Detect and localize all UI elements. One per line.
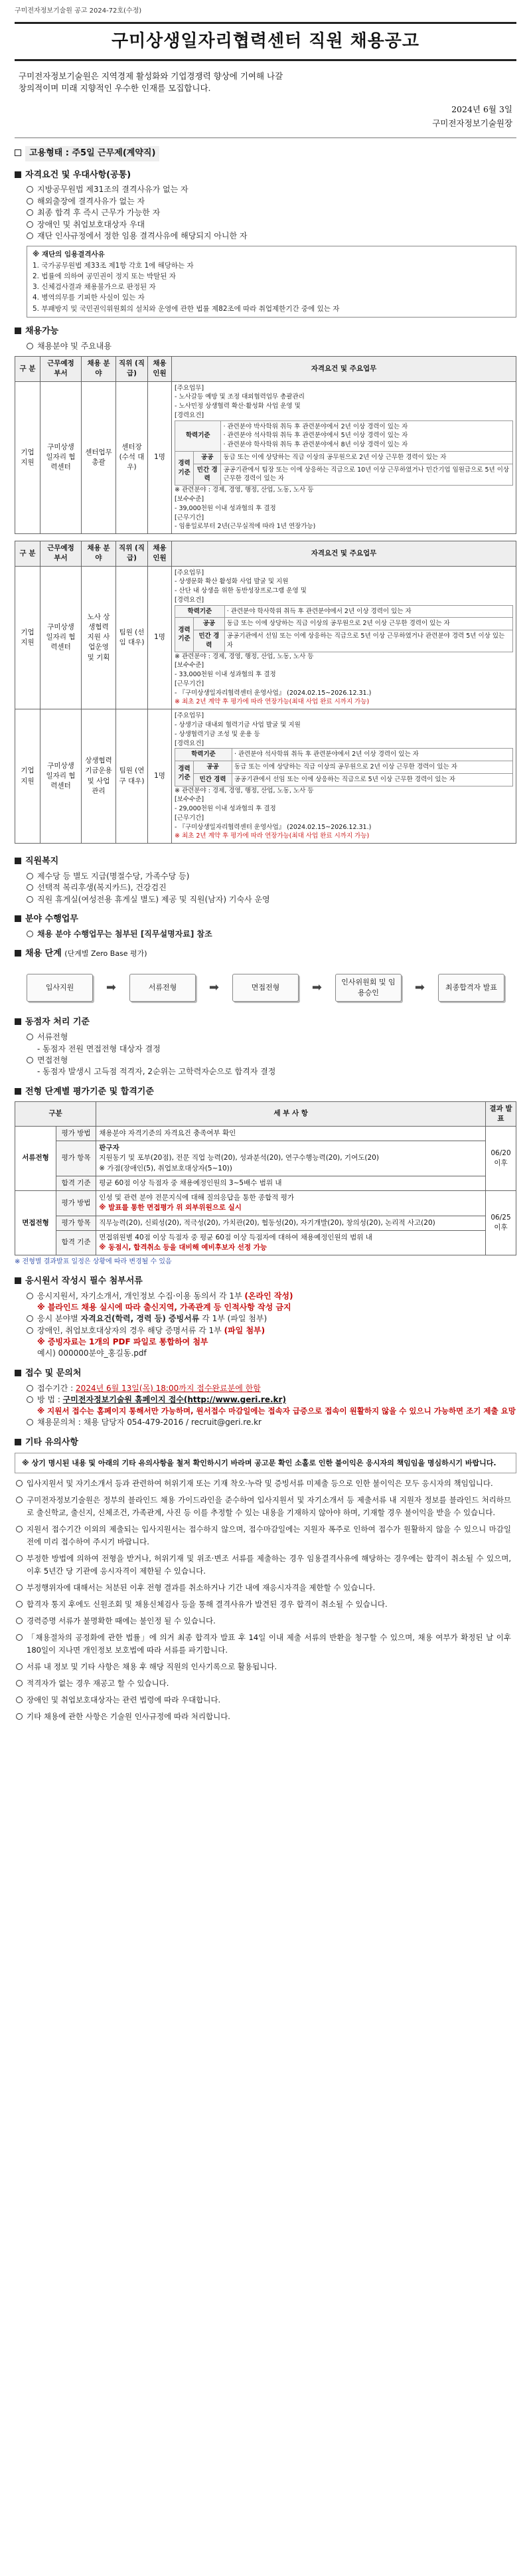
cell-gubun: 기업 지원: [15, 381, 40, 533]
circle-bullet-icon: [16, 1584, 23, 1591]
circle-bullet-icon: [27, 343, 33, 349]
section-heading: 분야 수행업무: [25, 914, 78, 925]
list-item: 응시지원서, 자기소개서, 개인정보 수집·이용 동의서 각 1부 (온라인 작성): [15, 1291, 516, 1302]
list-subitem: 예시) 000000분야_홍길동.pdf: [37, 1348, 147, 1358]
disq-item: 4. 병역의무를 기피한 사실이 있는 자: [33, 294, 145, 302]
list-subitem: ※ 지원서 접수는 홈페이지 통해서만 가능하며, 원서접수 마감일에는 접속자 급증으로 접속이 원활하지 않을 수 있으니 가능하면 조기 제출 요망: [37, 1406, 516, 1416]
schedule-note: ※ 전형별 결과발표 일정은 상황에 따라 변경될 수 있음: [15, 1258, 172, 1266]
col-header: 구 분: [15, 357, 40, 381]
disq-item: 2. 법률에 의하여 공민권이 정지 또는 박탈된 자: [33, 272, 176, 280]
list-subitem: - 동점자 전원 면접전형 대상자 결정: [37, 1044, 161, 1054]
list-item: 직원 휴게실(여성전용 휴게실 별도) 제공 및 직원(남자) 기숙사 운영: [15, 894, 516, 905]
list-subitem: ※ 증빙자료는 1개의 PDF 파일로 통합하여 첨부: [37, 1337, 208, 1347]
circle-bullet-icon: [27, 884, 33, 891]
section-heading: 접수 및 문의처: [25, 1368, 82, 1378]
list-item: 서류전형: [15, 1032, 516, 1043]
section-evaluation: [15, 1086, 516, 1267]
list-subitem: - 동점자 발생시 고득점 적격자, 2순위는 고학력자순으로 합격자 결정: [37, 1067, 276, 1077]
circle-bullet-icon: [27, 209, 33, 216]
section-employment-type: [15, 146, 516, 161]
evaluation-table: [15, 1101, 516, 1256]
note-paragraph: 적격자가 없는 경우 재공고 할 수 있습니다.: [15, 1677, 516, 1690]
list-item: 채용문의처 : 채용 담당자 054-479-2016 / recruit@geri.re.kr: [15, 1417, 516, 1428]
disq-item: 5. 부패방지 및 국민권익위원회의 설치와 운영에 관한 법률 제82조에 따라 취업제한기간 중에 있는 자: [33, 304, 340, 313]
list-item: 지방공무원법 제31조의 결격사유가 없는 자: [15, 184, 516, 195]
disqualification-box: [27, 246, 516, 318]
circle-bullet-icon: [16, 1663, 23, 1670]
table-row: 평가 항목 판구자 지원동기 및 포부(20점), 전문 직업 능력(20), 성과분석(20), 연구수행능력(20), 기여도(20) ※ 가점(장애인(5), 취업보호대상자(5~10)): [15, 1141, 516, 1176]
circle-bullet-icon: [16, 1680, 23, 1687]
circle-bullet-icon: [27, 186, 33, 193]
arrow-right-icon: ➡: [106, 980, 117, 995]
circle-bullet-icon: [16, 1634, 23, 1641]
positions-table-2: [15, 541, 516, 844]
square-bullet-icon: [15, 1370, 21, 1376]
cell-field: 상생협력 기금운용 및 사업관리: [82, 709, 116, 844]
intro: [15, 61, 516, 135]
section-tiebreak: [15, 1016, 516, 1077]
note-paragraph: 입사지원서 및 자기소개서 등과 관련하여 허위기재 또는 기재 착오·누락 및 증빙서류 미제출 등으로 인한 불이익은 모두 응시자의 책임입니다.: [15, 1477, 516, 1490]
col-header: 자격요건 및 주요업무: [172, 357, 516, 381]
cell-position: 팀원 (선임 대우): [116, 566, 148, 709]
circle-bullet-icon: [27, 1327, 33, 1334]
circle-bullet-icon: [27, 1057, 33, 1063]
note-paragraph: 장애인 및 취업보호대상자는 관련 법령에 따라 우대합니다.: [15, 1694, 516, 1706]
col-header: 직위 (직급): [116, 541, 148, 566]
section-heading: 고용형태 : 주5일 근무제(계약직): [25, 146, 159, 161]
section-positions: [15, 325, 516, 844]
list-item: 면접전형: [15, 1055, 516, 1066]
cell-details: [주요업무] - 노사갈등 예방 및 조정 대외협력업무 총괄관리 - 노사민정 상생협력 확산·활성화 사업 운영 및 [경력요건] 학력기준 · 관련분야 박사학위 취득 후 관련분야에서 2년 이상 경력이 있는 자 · 관련분야 석사학위 취득 후 관련분야에서 5년 이상 경력이 있는 자 · 관련분야 학사학위 취득 후 관련분야에서 8년 이상 경력이 있는 자 경력 기준 공공 동급 또는 이에 상당하는 직급 이상의 공무원으로 2년 이상 근무한 경력이 있는 자 민간 경력 공공기관에서 팀장 또는 이에 상응하는 직급으로 10년 이상 근무하였거나 민간기업 임원급으로 5년 이상 근무한 경력이 있는 자 ※ 관련분야 : 경제, 경영, 행정, 산업, 노동, 노사 등 [보수수준] - 39,000천원 이내 성과협의 후 결정 [근무기간] - 임용일로부터 2년(근무실적에 따라 1년 연장가능): [172, 381, 516, 533]
table-row: 서류전형 평가 방법 채용분야 자격기준의 자격요건 충족여부 확인 06/20 이후: [15, 1126, 516, 1141]
circle-bullet-icon: [27, 232, 33, 239]
circle-bullet-icon: [16, 1617, 23, 1624]
square-bullet-icon: [15, 915, 21, 922]
square-bullet-icon: [15, 327, 21, 334]
section-duties: [15, 913, 516, 940]
note-paragraph: 부정한 방법에 의하여 전형을 받거나, 허위기재 및 위조·변조 서류를 제출하는 경우 임용결격사유에 해당하는 경우에는 합격이 취소될 수 있으며, 이후 5년간 당 기관에 응시자격이 제한될 수 있습니다.: [15, 1552, 516, 1578]
circle-bullet-icon: [16, 1697, 23, 1703]
list-subitem: ※ 블라인드 채용 실시에 따라 출신지역, 가족관계 등 인적사항 작성 금지: [37, 1302, 291, 1312]
list-item: 채용 분야 수행업무는 첨부된 [직무설명자료] 참조: [15, 929, 516, 940]
col-header: 세 부 사 항: [96, 1101, 486, 1126]
note-paragraph: 지원서 접수기간 이외의 제출되는 입사지원서는 접수하지 않으며, 접수마감일에는 지원자 폭주로 인하여 접수가 원활하지 않을 수 있으니 마감일 전에 미리 접수하여 주시기 바랍니다.: [15, 1523, 516, 1548]
col-header: 직위 (직급): [116, 357, 148, 381]
circle-bullet-icon: [27, 1293, 33, 1299]
intro-date: 2024년 6월 3일: [451, 104, 512, 115]
qualification-table: 학력기준 · 관련분야 석사학위 취득 후 관련분야에서 2년 이상 경력이 있는 자 경력 기준 공공 동급 또는 이에 상당하는 직급 이상의 공무원으로 2년 이상 근무한 경력이 있는 자 민간 경력 공공기관에서 선임 또는 이에 상응하는 직급으로 5년 이상 근무한 경력이 있는 자: [175, 748, 513, 786]
table-row: 평가 항목 직무능력(20), 신뢰성(20), 적극성(20), 가치관(20), 협동성(20), 자기개발(20), 창의성(20), 논리적 사고(20): [15, 1216, 516, 1230]
arrow-right-icon: ➡: [414, 980, 425, 995]
col-header: 채용 인원: [148, 541, 172, 566]
list-item: 장애인, 취업보호대상자의 경우 해당 증명서류 각 1부 (파일 첨부): [15, 1325, 516, 1336]
positions-table-1: [15, 356, 516, 534]
section-heading: 전형 단계별 평가기준 및 합격기준: [25, 1086, 154, 1097]
square-bullet-icon: [15, 1018, 21, 1025]
square-bullet-icon: [15, 149, 21, 156]
qualification-table: 학력기준 · 관련분야 학사학위 취득 후 관련분야에서 2년 이상 경력이 있는 자 경력 기준 공공 동급 또는 이에 상당하는 직급 이상의 공무원으로 2년 이상 근무한 경력이 있는 자 민간 경력 공공기관에서 선임 또는 이에 상응하는 직급으로 5년 이상 근무하였거나 관련분야 경력 5년 이상 있는 자: [175, 605, 513, 652]
cell-gubun: 기업 지원: [15, 566, 40, 709]
note-paragraph: 기타 채용에 관한 사항은 기술원 인사규정에 따라 처리합니다.: [15, 1710, 516, 1723]
cell-field: 노사 상생협력 지원 사업운영 및 기획: [82, 566, 116, 709]
section-heading: 응시원서 작성시 필수 첨부서류: [25, 1275, 143, 1286]
circle-bullet-icon: [27, 198, 33, 205]
section-application: [15, 1368, 516, 1429]
note-paragraph: 부정행위자에 대해서는 처분된 이후 전형 결과를 취소하거나 기간 내에 재응시자격을 제한할 수 있습니다.: [15, 1582, 516, 1594]
circle-bullet-icon: [27, 1034, 33, 1040]
table-row: 면접전형 평가 방법 인성 및 관련 분야 전문지식에 대해 질의응답을 통한 종합적 평가 ※ 발표를 통한 면접평가 위 외부위원으로 실시 06/25 이후: [15, 1191, 516, 1216]
col-header: 구분: [15, 1101, 96, 1126]
warning-box: ※ 상기 명시된 내용 및 아래의 기타 유의사항을 철저 확인하시기 바라며 공고문 확인 소홀로 인한 불이익은 응시자의 책임임을 명심하시기 바랍니다.: [15, 1453, 516, 1473]
square-bullet-icon: [15, 1277, 21, 1284]
circle-bullet-icon: [27, 873, 33, 879]
section-subheading: (단계별 Zero Base 평가): [64, 949, 147, 959]
note-paragraph: 서류 내 정보 및 기타 사항은 채용 후 해당 직원의 인사기록으로 활용됩니다.: [15, 1661, 516, 1673]
section-heading: 채용 단계: [25, 949, 62, 959]
square-bullet-icon: [15, 858, 21, 864]
cell-details: [주요업무] - 상생기금 대내외 협력기금 사업 발굴 및 지원 - 상생협력기금 조성 및 운용 등 [경력요건] 학력기준 · 관련분야 석사학위 취득 후 관련분야에서 2년 이상 경력이 있는 자 경력 기준 공공 동급 또는 이에 상당하는 직급 이상의 공무원으로 2년 이상 근무한 경력이 있는 자 민간 경력 공공기관에서 선임 또는 이에 상응하는 직급으로 5년 이상 근무한 경력이 있는 자 ※ 관련분야 : 경제, 경영, 행정, 산업, 노동, 노사 등 [보수수준] - 29,000천원 이내 성과협의 후 결정 [근무기간] - 『구미상생일자리협력센터 운영사업』 (2024.02.15~2026.12.31.) ※ 최초 2년 계약 후 평가에 따라 연장가능(최대 사업 완료 시까지 가능): [172, 709, 516, 844]
table-row: [15, 566, 516, 709]
col-header: 근무예정 부서: [40, 357, 82, 381]
section-heading: 자격요건 및 우대사항(공통): [25, 169, 131, 180]
square-bullet-icon: [15, 950, 21, 957]
circle-bullet-icon: [16, 1480, 23, 1487]
section-heading: 동점자 처리 기준: [25, 1017, 90, 1028]
note-paragraph: 구미전자정보기술원은 정부의 블라인드 채용 가이드라인을 준수하여 입사지원서 및 자기소개서 등 제출서류 내 지원자 정보를 블라인드 처리하므로 출신학교, 출신지, 신체조건, 가족관계, 사진 등 이를 추정할 수 있는 내용을 기재하지 않아야 하며, 기재할 경우 불이익을 받을 수 있습니다.: [15, 1494, 516, 1519]
list-item: 방 법 : 구미전자정보기술원 홈페이지 접수(http://www.geri.re.kr): [15, 1394, 516, 1406]
arrow-right-icon: ➡: [311, 980, 323, 995]
section-heading: 기타 유의사항: [25, 1437, 78, 1447]
step-document-screening: 서류전형: [129, 974, 196, 1002]
square-bullet-icon: [15, 1439, 21, 1445]
cell-count: 1명: [148, 566, 172, 709]
step-approval: 인사위원회 및 임용승인: [335, 974, 402, 1002]
circle-bullet-icon: [27, 1396, 33, 1403]
section-notes: [15, 1437, 516, 1723]
disq-title: ※ 재단의 임용결격사유: [33, 250, 105, 259]
step-apply: 입사지원: [27, 974, 93, 1002]
step-interview: 면접전형: [232, 974, 299, 1002]
section-heading: 직원복지: [25, 856, 59, 867]
note-paragraph: 「채용절차의 공정화에 관한 법률」에 의거 최종 합격자 발표 후 14일 이내 제출 서류의 반환을 청구할 수 있으며, 채용 여부가 확정된 날 이후 180일이 지나면 개인정보 보호법에 따라 서류를 파기합니다.: [15, 1631, 516, 1657]
list-item: 최종 합격 후 즉시 근무가 가능한 자: [15, 207, 516, 219]
step-final-announcement: 최종합격자 발표: [438, 974, 504, 1002]
col-header: 결과 발표: [486, 1101, 516, 1126]
section-heading: 채용가능: [25, 325, 59, 336]
cell-gubun: 기업 지원: [15, 709, 40, 844]
list-item: 해외출장에 결격사유가 없는 자: [15, 196, 516, 207]
cell-dept: 구미상생 일자리 협력센터: [40, 381, 82, 533]
section-documents: [15, 1275, 516, 1360]
col-header: 자격요건 및 주요업무: [172, 541, 516, 566]
doc-number: 구미전자정보기술원 공고 2024-72호(수정): [15, 7, 142, 15]
list-item: 장애인 및 취업보호대상자 우대: [15, 219, 516, 230]
col-header: 채용 분야: [82, 357, 116, 381]
cell-position: 팀원 (연구 대우): [116, 709, 148, 844]
cell-dept: 구미상생 일자리 협력센터: [40, 709, 82, 844]
circle-bullet-icon: [16, 1526, 23, 1532]
cell-count: 1명: [148, 709, 172, 844]
homepage-link[interactable]: 구미전자정보기술원 홈페이지 접수(http://www.geri.re.kr): [62, 1395, 286, 1405]
cell-position: 센터장 (수석 대우): [116, 381, 148, 533]
circle-bullet-icon: [27, 1315, 33, 1322]
section-welfare: [15, 856, 516, 905]
col-header: 채용 분야: [82, 541, 116, 566]
circle-bullet-icon: [16, 1497, 23, 1503]
circle-bullet-icon: [27, 931, 33, 937]
circle-bullet-icon: [27, 1385, 33, 1392]
list-item: 선택적 복리후생(복지카드), 건강검진: [15, 882, 516, 893]
circle-bullet-icon: [27, 1419, 33, 1426]
process-flow: [15, 963, 516, 1008]
list-item: 제수당 등 별도 지급(명절수당, 가족수당 등): [15, 871, 516, 882]
section-qualifications: [15, 169, 516, 318]
list-item: 채용분야 및 주요내용: [15, 341, 516, 352]
table-row: [15, 709, 516, 844]
list-item: 응시 분야별 자격요건(학력, 경력 등) 증빙서류 각 1부 (파일 첨부): [15, 1313, 516, 1325]
list-item: 재단 인사규정에서 정한 임용 결격사유에 해당되지 아니한 자: [15, 230, 516, 242]
cell-count: 1명: [148, 381, 172, 533]
cell-details: [주요업무] - 상생문화 확산 활성화 사업 발굴 및 지원 - 산단 내 상생을 위한 동반성장프로그램 운영 및 [경력요건] 학력기준 · 관련분야 학사학위 취득 후 관련분야에서 2년 이상 경력이 있는 자 경력 기준 공공 동급 또는 이에 상당하는 직급 이상의 공무원으로 2년 이상 근무한 경력이 있는 자 민간 경력 공공기관에서 선임 또는 이에 상응하는 직급으로 5년 이상 근무하였거나 관련분야 경력 5년 이상 있는 자 ※ 관련분야 : 경제, 경영, 행정, 산업, 노동, 노사 등 [보수수준] - 33,000천원 이내 성과협의 후 결정 [근무기간] - 『구미상생일자리협력센터 운영사업』 (2024.02.15~2026.12.31.) ※ 최초 2년 계약 후 평가에 따라 연장가능(최대 사업 완료 시까지 가능): [172, 566, 516, 709]
note-paragraph: 합격자 통지 후에도 신원조회 및 채용신체검사 등을 통해 결격사유가 발견된 경우 합격이 취소될 수 있습니다.: [15, 1598, 516, 1611]
cell-dept: 구미상생 일자리 협력센터: [40, 566, 82, 709]
table-row: 합격 기준 평균 60점 이상 득점자 중 채용예정인원의 3~5배수 범위 내: [15, 1176, 516, 1190]
arrow-right-icon: ➡: [208, 980, 220, 995]
qualification-table: 학력기준 · 관련분야 박사학위 취득 후 관련분야에서 2년 이상 경력이 있는 자 · 관련분야 석사학위 취득 후 관련분야에서 5년 이상 경력이 있는 자 · 관련분야 학사학위 취득 후 관련분야에서 8년 이상 경력이 있는 자 경력 기준 공공 동급 또는 이에 상당하는 직급 이상의 공무원으로 2년 이상 근무한 경력이 있는 자 민간 경력 공공기관에서 팀장 또는 이에 상응하는 직급으로 10년 이상 근무하였거나 민간기업 임원급으로 5년 이상 근무한 경력이 있는 자: [175, 420, 513, 486]
square-bullet-icon: [15, 1088, 21, 1095]
col-header: 근무예정 부서: [40, 541, 82, 566]
circle-bullet-icon: [16, 1601, 23, 1608]
note-paragraph: 경력증명 서류가 불명확한 때에는 불인정 될 수 있습니다.: [15, 1615, 516, 1627]
disq-item: 3. 신체검사결과 채용불가으로 판정된 자: [33, 283, 156, 292]
square-bullet-icon: [15, 171, 21, 178]
circle-bullet-icon: [16, 1555, 23, 1562]
intro-line2: 창의적이며 미래 지향적인 우수한 인재를 모집합니다.: [19, 83, 211, 94]
intro-org: 구미전자정보기술원장: [432, 118, 512, 128]
section-steps: [15, 948, 516, 1008]
page-title: 구미상생일자리협력센터 직원 채용공고: [15, 22, 516, 62]
circle-bullet-icon: [27, 221, 33, 228]
col-header: 구 분: [15, 541, 40, 566]
circle-bullet-icon: [16, 1713, 23, 1720]
table-row: 합격 기준 면접위원별 40점 이상 득점자 중 평균 60점 이상 득점자에 대하여 채용예정인원의 범위 내 ※ 동점시, 합격취소 등을 대비해 예비후보자 선정 가능: [15, 1230, 516, 1255]
disq-item: 1. 국가공무원법 제33조 제1항 각호 1에 해당하는 자: [33, 261, 194, 270]
table-row: [15, 381, 516, 533]
circle-bullet-icon: [27, 896, 33, 903]
intro-line1: 구미전자정보기술원은 지역경제 활성화와 기업경쟁력 향상에 기여해 나갈: [19, 71, 283, 82]
list-item: 접수기간 : 2024년 6월 13일(목) 18:00까지 접수완료분에 한함: [15, 1383, 516, 1394]
cell-field: 센터업무 총괄: [82, 381, 116, 533]
col-header: 채용 인원: [148, 357, 172, 381]
